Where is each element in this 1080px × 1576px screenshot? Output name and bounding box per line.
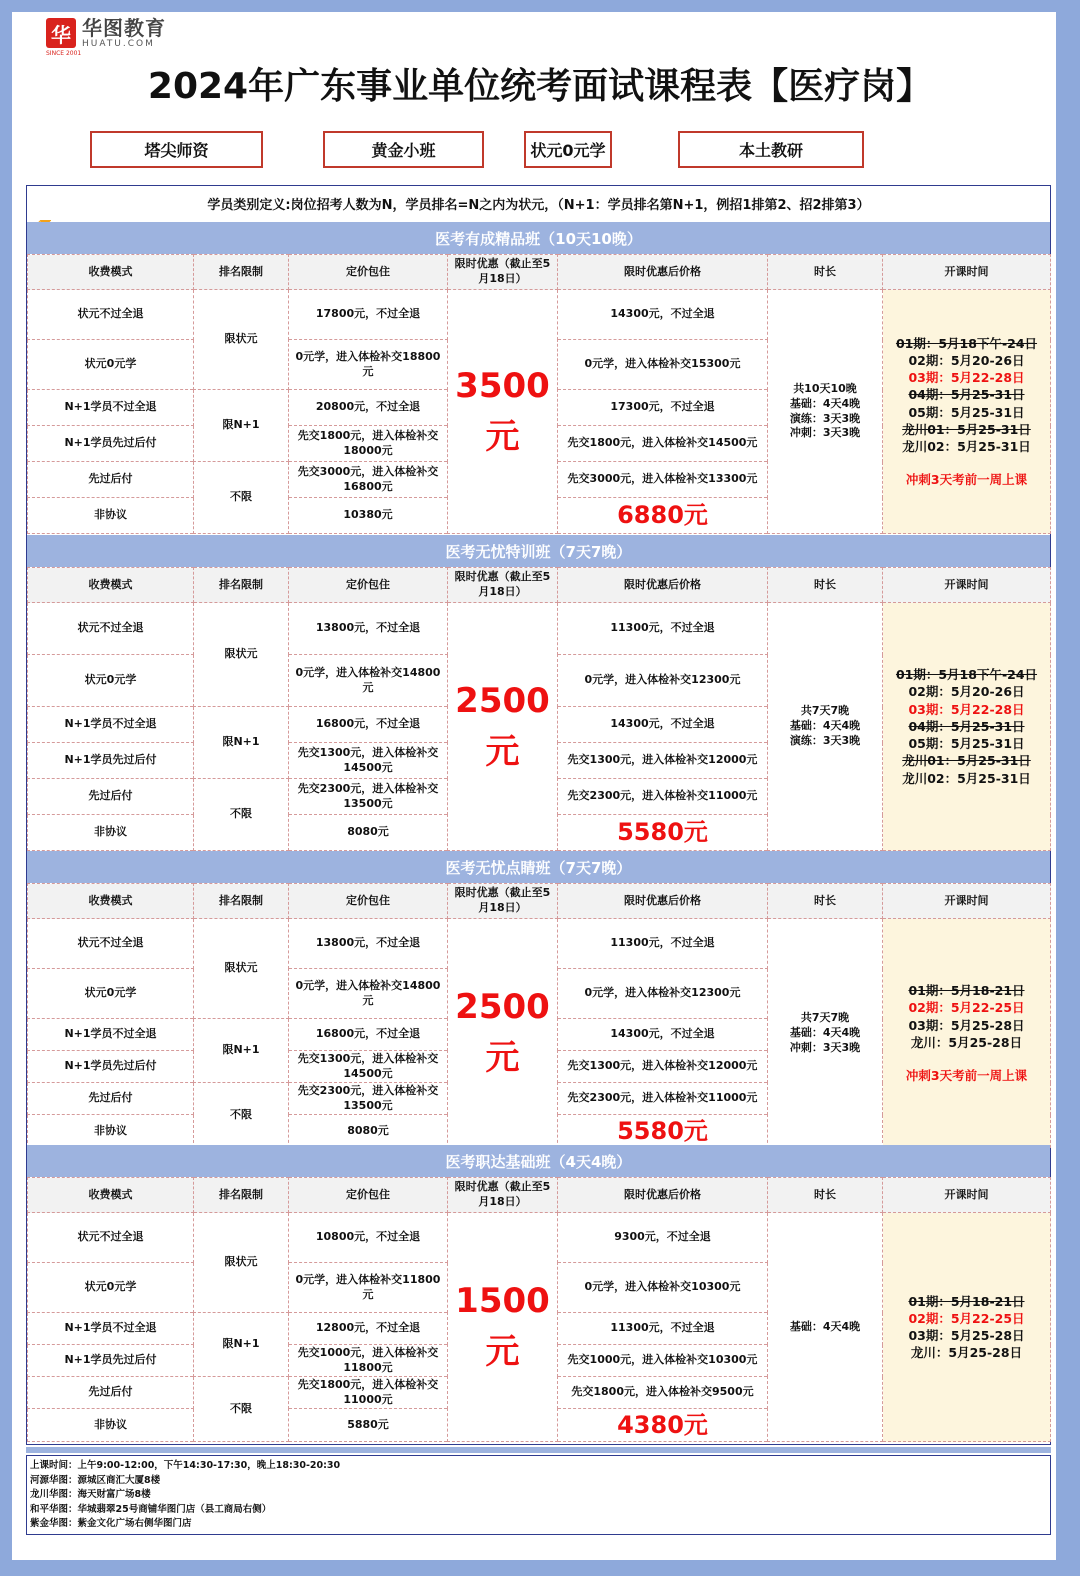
list-price: 8080元 xyxy=(289,1115,448,1148)
table-row xyxy=(28,603,1051,655)
schedule-item: 龙川：5月25-28日 xyxy=(910,1345,1023,1361)
final-price: 5580元 xyxy=(558,815,768,851)
logo-name: 华图教育 xyxy=(82,15,166,40)
schedule-item: 05期：5月25-31日 xyxy=(908,404,1025,420)
duration xyxy=(768,603,883,851)
schedule-item: 01期：5月18-21日 xyxy=(908,1293,1025,1309)
list-price: 0元学，进入体检补交14800元 xyxy=(289,969,448,1019)
schedule-item: 01期：5月18下午-24日 xyxy=(895,335,1038,351)
column-header: 收费模式 xyxy=(28,255,194,290)
fee-mode: N+1学员先过后付 xyxy=(28,426,194,462)
fee-mode: N+1学员先过后付 xyxy=(28,1345,194,1377)
logo-mark: 华 xyxy=(46,18,76,48)
schedule-item: 03期：5月22-28日 xyxy=(908,370,1025,385)
footer-line-class-time: 上课时间：上午9:00-12:00，下午14:30-17:30，晚上18:30-20:30 xyxy=(30,1460,341,1471)
huatu-logo xyxy=(46,15,166,57)
tag-teachers: 塔尖师资 xyxy=(90,131,263,168)
column-header: 开课时间 xyxy=(883,255,1051,290)
column-header: 收费模式 xyxy=(28,884,194,919)
column-header: 限时优惠后价格 xyxy=(558,884,768,919)
schedule-item: 05期：5月25-31日 xyxy=(908,736,1025,752)
discounted-price: 先交1800元，进入体检补交14500元 xyxy=(558,426,768,462)
course-section xyxy=(27,222,1050,534)
column-header: 限时优惠后价格 xyxy=(558,255,768,290)
list-price: 10800元，不过全退 xyxy=(289,1213,448,1263)
column-header: 时长 xyxy=(768,255,883,290)
discounted-price: 先交1300元，进入体检补交12000元 xyxy=(558,1051,768,1083)
list-price: 先交2300元，进入体检补交13500元 xyxy=(289,779,448,815)
rank-limit: 不限 xyxy=(194,779,289,851)
discounted-price: 11300元，不过全退 xyxy=(558,1313,768,1345)
section-title: 医考职达基础班（4天4晚） xyxy=(27,1145,1050,1177)
fee-mode: 状元0元学 xyxy=(28,969,194,1019)
course-section xyxy=(27,1145,1050,1442)
duration xyxy=(768,290,883,534)
fee-mode: 状元不过全退 xyxy=(28,290,194,340)
duration-line: 基础：4天4晚 xyxy=(789,1025,861,1039)
discounted-price: 先交1300元，进入体检补交12000元 xyxy=(558,743,768,779)
list-price: 13800元，不过全退 xyxy=(289,919,448,969)
duration-line: 冲刺：3天3晚 xyxy=(789,1040,861,1054)
section-title: 医考有成精品班（10天10晚） xyxy=(27,222,1050,254)
fee-mode: 先过后付 xyxy=(28,462,194,498)
rank-limit: 限N+1 xyxy=(194,390,289,462)
section-title: 医考无忧特训班（7天7晚） xyxy=(27,535,1050,567)
column-header: 定价包住 xyxy=(289,1178,448,1213)
discounted-price: 0元学，进入体检补交12300元 xyxy=(558,655,768,707)
duration xyxy=(768,1213,883,1442)
fee-mode: 先过后付 xyxy=(28,779,194,815)
column-header: 开课时间 xyxy=(883,884,1051,919)
fee-mode: 状元不过全退 xyxy=(28,603,194,655)
list-price: 16800元，不过全退 xyxy=(289,1019,448,1051)
column-header: 开课时间 xyxy=(883,1178,1051,1213)
list-price: 先交1000元，进入体检补交11800元 xyxy=(289,1345,448,1377)
rank-limit: 限N+1 xyxy=(194,1019,289,1083)
final-price: 4380元 xyxy=(558,1409,768,1442)
logo-since: SINCE 2001 xyxy=(46,50,82,57)
list-price: 5880元 xyxy=(289,1409,448,1442)
rank-limit: 限N+1 xyxy=(194,1313,289,1377)
duration-line: 共10天10晚 xyxy=(793,381,857,395)
column-header: 时长 xyxy=(768,568,883,603)
bottom-bar xyxy=(26,1447,1051,1453)
list-price: 0元学，进入体检补交11800元 xyxy=(289,1263,448,1313)
list-price: 先交1800元，进入体检补交18000元 xyxy=(289,426,448,462)
discounted-price: 先交2300元，进入体检补交11000元 xyxy=(558,1083,768,1115)
column-header: 排名限制 xyxy=(194,568,289,603)
fee-mode: N+1学员先过后付 xyxy=(28,743,194,779)
rank-limit: 限状元 xyxy=(194,603,289,707)
rank-limit: 不限 xyxy=(194,1083,289,1148)
schedule-note: 冲刺3天考前一周上课 xyxy=(905,1068,1028,1084)
rank-limit: 不限 xyxy=(194,1377,289,1442)
schedule-item: 02期：5月22-25日 xyxy=(908,1000,1025,1016)
fee-mode: N+1学员不过全退 xyxy=(28,707,194,743)
table-row xyxy=(28,919,1051,969)
fee-mode: 状元不过全退 xyxy=(28,1213,194,1263)
course-section xyxy=(27,535,1050,851)
discount-amount: 1500元 xyxy=(448,1213,558,1442)
column-header: 排名限制 xyxy=(194,884,289,919)
column-header: 限时优惠（截止至5月18日） xyxy=(448,884,558,919)
rank-limit: 不限 xyxy=(194,462,289,534)
page-title: 2024年广东事业单位统考面试课程表【医疗岗】 xyxy=(147,66,933,107)
column-header: 限时优惠（截止至5月18日） xyxy=(448,1178,558,1213)
duration-line: 演练：3天3晚 xyxy=(789,411,861,425)
column-header: 定价包住 xyxy=(289,568,448,603)
duration-line: 共7天7晚 xyxy=(800,1010,850,1024)
discounted-price: 9300元，不过全退 xyxy=(558,1213,768,1263)
list-price: 先交3000元，进入体检补交16800元 xyxy=(289,462,448,498)
list-price: 先交1300元，进入体检补交14500元 xyxy=(289,1051,448,1083)
schedule-item: 04期：5月25-31日 xyxy=(908,387,1025,403)
column-header: 定价包住 xyxy=(289,255,448,290)
table-row xyxy=(28,290,1051,340)
schedule-item: 龙川01：5月25-31日 xyxy=(902,753,1031,769)
duration-line: 基础：4天4晚 xyxy=(789,719,861,733)
list-price: 17800元，不过全退 xyxy=(289,290,448,340)
schedule-item: 龙川02：5月25-31日 xyxy=(902,770,1031,786)
discount-amount: 3500元 xyxy=(448,290,558,534)
final-price: 6880元 xyxy=(558,498,768,534)
schedule-item: 02期：5月22-25日 xyxy=(908,1310,1025,1326)
schedule-item: 01期：5月18-21日 xyxy=(908,983,1025,999)
duration-line: 基础：4天4晚 xyxy=(789,396,861,410)
column-header: 限时优惠（截止至5月18日） xyxy=(448,255,558,290)
schedule-item: 龙川：5月25-28日 xyxy=(910,1034,1023,1050)
list-price: 先交2300元，进入体检补交13500元 xyxy=(289,1083,448,1115)
fee-mode: N+1学员不过全退 xyxy=(28,1313,194,1345)
discounted-price: 0元学，进入体检补交12300元 xyxy=(558,969,768,1019)
column-header: 排名限制 xyxy=(194,1178,289,1213)
list-price: 先交1300元，进入体检补交14500元 xyxy=(289,743,448,779)
schedule-item: 03期：5月25-28日 xyxy=(908,1017,1025,1033)
column-header: 时长 xyxy=(768,884,883,919)
duration xyxy=(768,919,883,1148)
duration-line: 基础：4天4晚 xyxy=(789,1319,861,1333)
final-price: 5580元 xyxy=(558,1115,768,1148)
discounted-price: 14300元，不过全退 xyxy=(558,707,768,743)
duration-line: 共7天7晚 xyxy=(800,704,850,718)
fee-mode: 非协议 xyxy=(28,815,194,851)
duration-line: 冲刺：3天3晚 xyxy=(789,426,861,440)
fee-mode: 先过后付 xyxy=(28,1377,194,1409)
schedule-item: 02期：5月20-26日 xyxy=(908,684,1025,700)
start-schedule xyxy=(883,1213,1051,1442)
discounted-price: 0元学，进入体检补交10300元 xyxy=(558,1263,768,1313)
discounted-price: 先交1000元，进入体检补交10300元 xyxy=(558,1345,768,1377)
rank-limit: 限状元 xyxy=(194,1213,289,1313)
fee-mode: 非协议 xyxy=(28,1115,194,1148)
rank-limit: 限状元 xyxy=(194,290,289,390)
tag-zero-fee: 状元0元学 xyxy=(524,131,612,168)
discounted-price: 14300元，不过全退 xyxy=(558,290,768,340)
discounted-price: 11300元，不过全退 xyxy=(558,919,768,969)
discounted-price: 11300元，不过全退 xyxy=(558,603,768,655)
list-price: 8080元 xyxy=(289,815,448,851)
discounted-price: 0元学，进入体检补交15300元 xyxy=(558,340,768,390)
tag-local-research: 本土教研 xyxy=(678,131,864,168)
fee-mode: N+1学员不过全退 xyxy=(28,390,194,426)
start-schedule xyxy=(883,919,1051,1148)
list-price: 13800元，不过全退 xyxy=(289,603,448,655)
schedule-item: 03期：5月25-28日 xyxy=(908,1328,1025,1344)
schedule-item: 03期：5月22-28日 xyxy=(908,701,1025,717)
schedule-item: 龙川02：5月25-31日 xyxy=(902,439,1031,454)
column-header: 定价包住 xyxy=(289,884,448,919)
list-price: 先交1800元，进入体检补交11000元 xyxy=(289,1377,448,1409)
fee-mode: 先过后付 xyxy=(28,1083,194,1115)
discounted-price: 先交3000元，进入体检补交13300元 xyxy=(558,462,768,498)
fee-mode: 非协议 xyxy=(28,1409,194,1442)
column-header: 限时优惠后价格 xyxy=(558,1178,768,1213)
logo-domain: HUATU.COM xyxy=(82,38,155,49)
list-price: 20800元，不过全退 xyxy=(289,390,448,426)
fee-mode: 状元0元学 xyxy=(28,1263,194,1313)
table-row xyxy=(28,1213,1051,1263)
list-price: 10380元 xyxy=(289,498,448,534)
schedule-item: 01期：5月18下午-24日 xyxy=(895,667,1038,683)
schedule-note: 冲刺3天考前一周上课 xyxy=(905,472,1028,488)
fee-mode: N+1学员先过后付 xyxy=(28,1051,194,1083)
list-price: 0元学，进入体检补交14800元 xyxy=(289,655,448,707)
column-header: 收费模式 xyxy=(28,1178,194,1213)
discounted-price: 先交1800元，进入体检补交9500元 xyxy=(558,1377,768,1409)
discount-amount: 2500元 xyxy=(448,919,558,1148)
fee-mode: 状元0元学 xyxy=(28,340,194,390)
column-header: 限时优惠后价格 xyxy=(558,568,768,603)
footer-line-zijin: 紫金华图：紫金文化广场右侧华图门店 xyxy=(30,1518,192,1529)
footer-line-heping: 和平华图：华城翡翠25号商铺华图门店（县工商局右侧） xyxy=(30,1503,272,1515)
footer-info xyxy=(30,1459,340,1532)
column-header: 开课时间 xyxy=(883,568,1051,603)
discounted-price: 14300元，不过全退 xyxy=(558,1019,768,1051)
column-header: 限时优惠（截止至5月18日） xyxy=(448,568,558,603)
discount-amount: 2500元 xyxy=(448,603,558,851)
list-price: 16800元，不过全退 xyxy=(289,707,448,743)
list-price: 12800元，不过全退 xyxy=(289,1313,448,1345)
list-price: 0元学，进入体检补交18800元 xyxy=(289,340,448,390)
schedule-item: 02期：5月20-26日 xyxy=(908,352,1025,368)
schedule-item: 04期：5月25-31日 xyxy=(908,718,1025,734)
start-schedule xyxy=(883,603,1051,851)
discounted-price: 17300元，不过全退 xyxy=(558,390,768,426)
discounted-price: 先交2300元，进入体检补交11000元 xyxy=(558,779,768,815)
fee-mode: 状元不过全退 xyxy=(28,919,194,969)
column-header: 时长 xyxy=(768,1178,883,1213)
footer-line-heyuan: 河源华图：源城区商汇大厦8楼 xyxy=(30,1474,161,1486)
fee-mode: 非协议 xyxy=(28,498,194,534)
footer-line-longchuan: 龙川华图：海天财富广场8楼 xyxy=(30,1489,151,1500)
column-header: 排名限制 xyxy=(194,255,289,290)
section-title: 医考无忧点睛班（7天7晚） xyxy=(27,851,1050,883)
start-schedule xyxy=(883,290,1051,534)
rank-limit: 限状元 xyxy=(194,919,289,1019)
fee-mode: N+1学员不过全退 xyxy=(28,1019,194,1051)
fee-mode: 状元0元学 xyxy=(28,655,194,707)
student-definition: 学员类别定义:岗位招考人数为N，学员排名=N之内为状元，（N+1：学员排名第N+1，例招1排第2、招2排第3） xyxy=(207,197,870,213)
schedule-item: 龙川01：5月25-31日 xyxy=(902,421,1031,437)
column-header: 收费模式 xyxy=(28,568,194,603)
course-section xyxy=(27,851,1050,1148)
tag-small-class: 黄金小班 xyxy=(323,131,484,168)
rank-limit: 限N+1 xyxy=(194,707,289,779)
duration-line: 演练：3天3晚 xyxy=(789,733,861,747)
